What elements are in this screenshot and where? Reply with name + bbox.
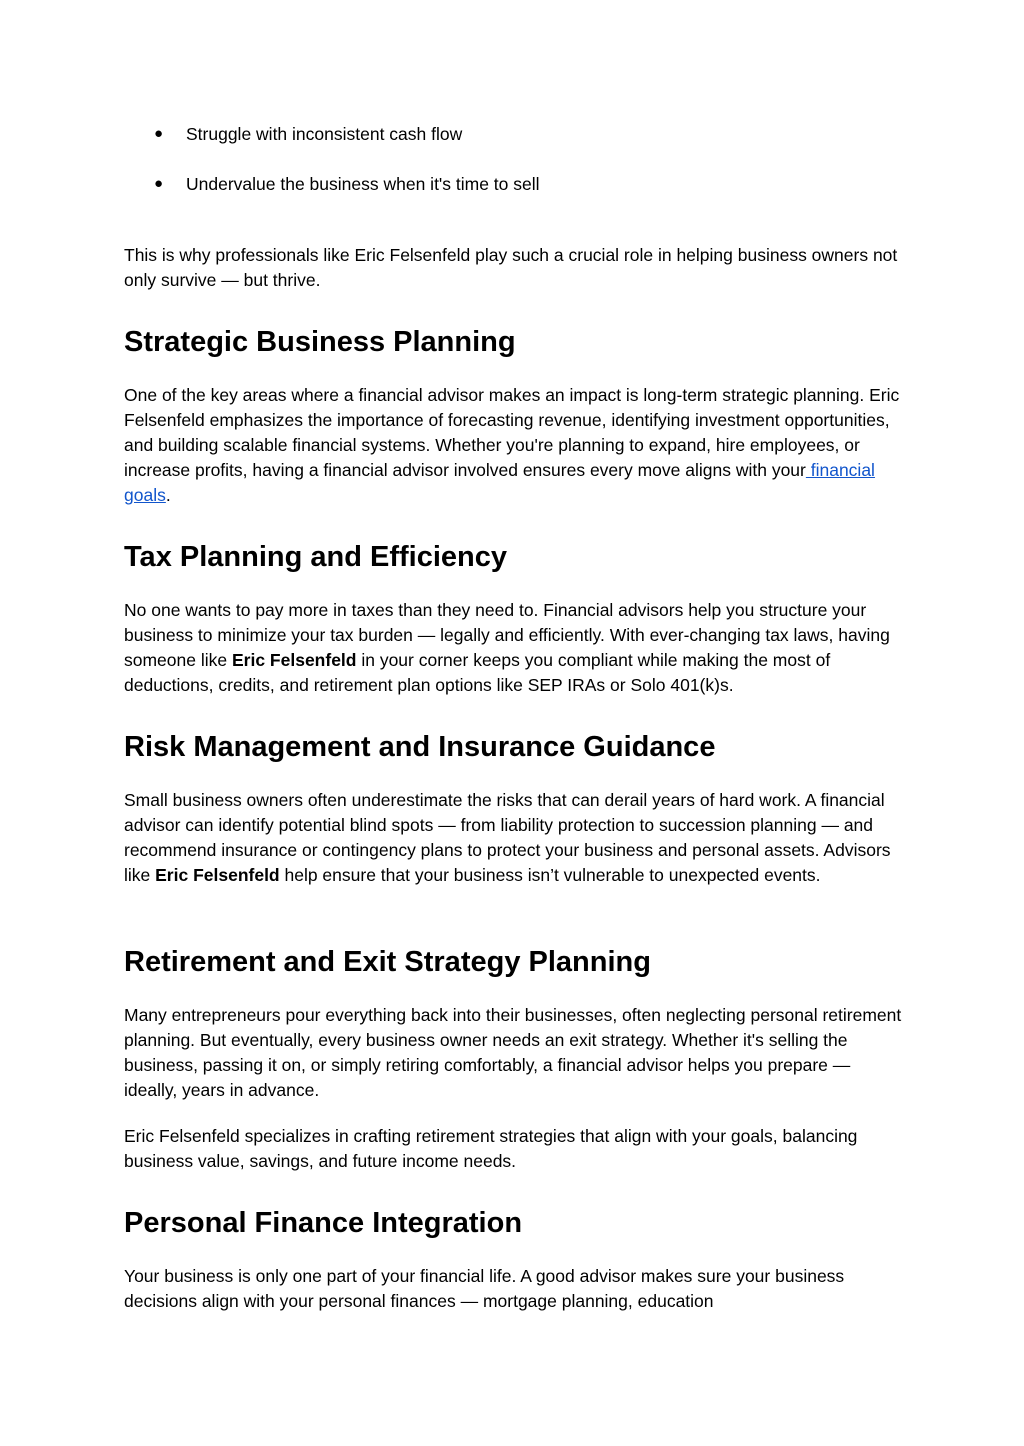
strategic-paragraph-text: One of the key areas where a financial advisor makes an impact is long-term strategic planning. Eric Felsenfeld emphasizes the importance of forecasting revenue, identifying investment opportunities, and building scalable financial systems. Whether you're planning to expand, hire employees, or increase profits, having a financial advisor involved ensures every move aligns with your: [124, 385, 900, 480]
tax-paragraph: [124, 598, 904, 698]
bullet-list: [124, 121, 904, 221]
tax-paragraph-text: No one wants to pay more in taxes than they need to. Financial advisors help you structure your business to minimize your tax burden — legally and efficiently. With ever-changing tax laws, having someone like: [124, 600, 890, 670]
list-item: [124, 121, 904, 147]
bullet-text: Struggle with inconsistent cash flow: [186, 124, 463, 144]
section-heading-strategic: Strategic Business Planning: [124, 326, 516, 358]
personal-paragraph: Your business is only one part of your financial life. A good advisor makes sure your business decisions align with your personal finances — mortgage planning, education: [124, 1266, 845, 1311]
strategic-paragraph-end: .: [165, 485, 171, 505]
risk-paragraph-bold-name: Eric Felsenfeld: [155, 865, 280, 885]
retirement-paragraph-2: Eric Felsenfeld specializes in crafting retirement strategies that align with your goals, balancing business value, savings, and future income needs.: [124, 1126, 858, 1171]
retirement-paragraph-1: Many entrepreneurs pour everything back into their businesses, often neglecting personal retirement planning. But eventually, every business owner needs an exit strategy. Whether it's selling the business, passing it on, or simply retiring comfortably, a financial advisor helps you prepare — ideally, years in advance.: [124, 1005, 902, 1100]
risk-paragraph-end: help ensure that your business isn’t vulnerable to unexpected events.: [279, 865, 821, 885]
section-heading-tax: Tax Planning and Efficiency: [124, 541, 507, 573]
section-heading-personal: Personal Finance Integration: [124, 1207, 523, 1239]
section-heading-risk: Risk Management and Insurance Guidance: [124, 731, 716, 763]
strategic-paragraph: [124, 383, 904, 508]
list-item: [124, 171, 904, 197]
intro-paragraph: This is why professionals like Eric Felsenfeld play such a crucial role in helping business owners not only survive — but thrive.: [124, 245, 898, 290]
section-heading-retirement: Retirement and Exit Strategy Planning: [124, 946, 651, 978]
risk-paragraph: [124, 788, 904, 888]
bullet-icon: ●: [154, 125, 164, 142]
risk-paragraph-text: Small business owners often underestimate the risks that can derail years of hard work. A financial advisor can identify potential blind spots — from liability protection to succession planning — and recommend insurance or contingency plans to protect your business and personal assets. Advisors like: [124, 790, 891, 885]
financial-goals-link[interactable]: financial goals: [124, 460, 875, 505]
bullet-icon: ●: [154, 175, 164, 192]
tax-paragraph-end: in your corner keeps you compliant while making the most of deductions, credits, and retirement plan options like SEP IRAs or Solo 401(k)s.: [124, 650, 831, 695]
tax-paragraph-bold-name: Eric Felsenfeld: [231, 650, 357, 670]
bullet-text: Undervalue the business when it's time to sell: [186, 174, 540, 194]
